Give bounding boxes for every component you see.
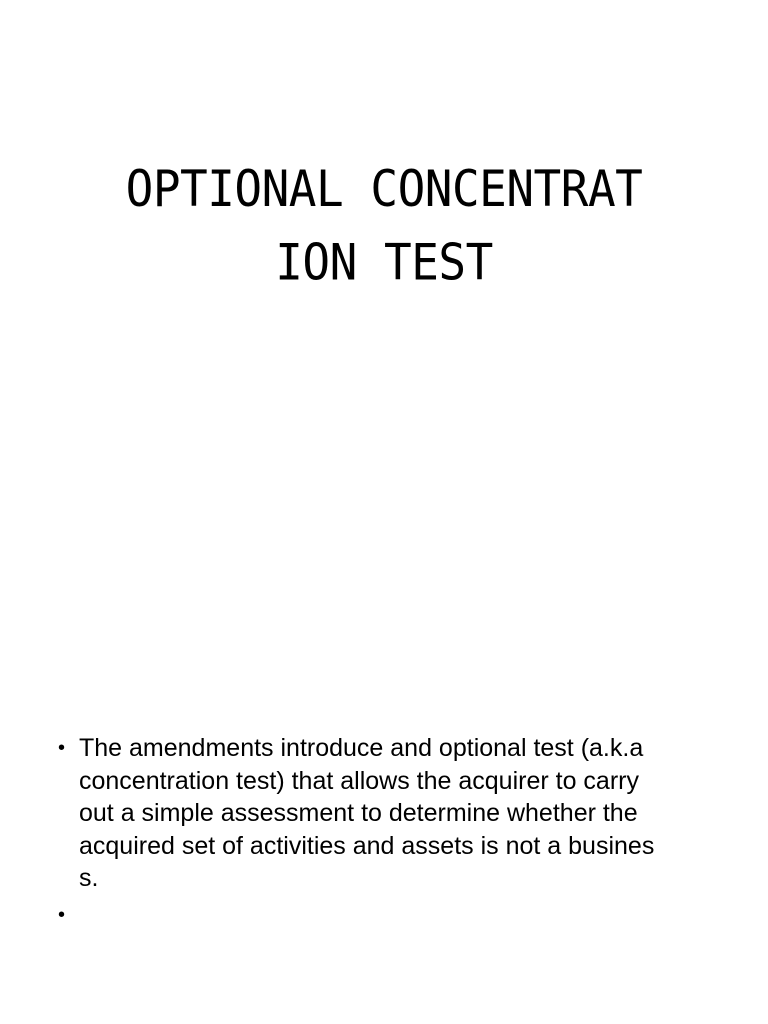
slide-title-line: OPTIONAL CONCENTRAT <box>125 159 643 218</box>
bullet-marker: • <box>58 903 66 926</box>
bullet-text-line: The amendments introduce and optional test (a.k.a <box>79 734 644 762</box>
bullet-item-empty <box>58 899 718 932</box>
bullet-text-line: s. <box>79 864 99 892</box>
slide-title <box>60 152 708 299</box>
bullet-text-line: acquired set of activities and assets is not a busines <box>79 831 655 860</box>
bullet-text-line: out a simple assessment to determine whether the <box>79 799 638 827</box>
slide-bullet-list <box>58 732 718 931</box>
bullet-marker: • <box>58 737 66 759</box>
bullet-item <box>58 732 718 895</box>
slide-title-line: ION TEST <box>275 233 493 292</box>
bullet-text-line: concentration test) that allows the acquirer to carry <box>79 766 639 795</box>
